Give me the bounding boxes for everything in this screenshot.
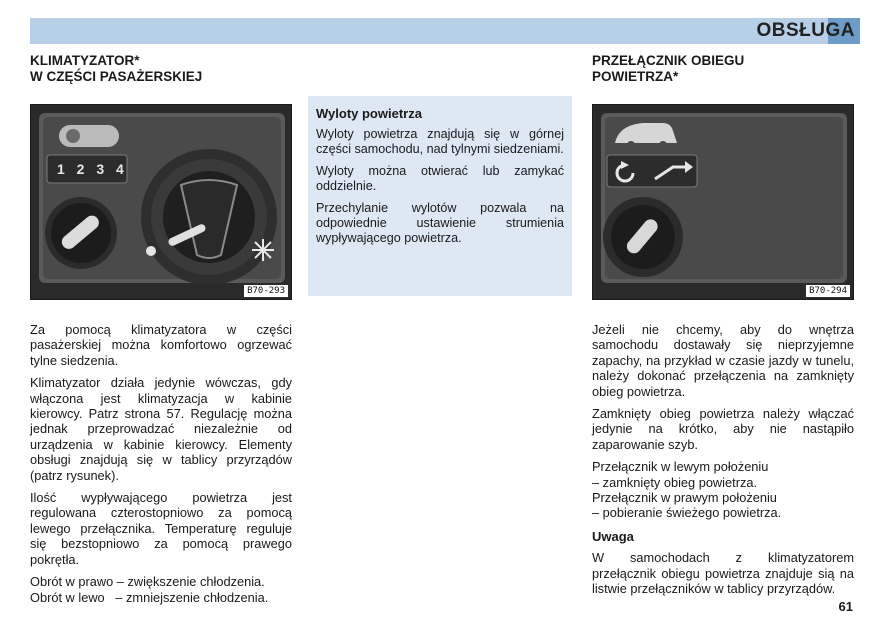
- climate-control-photo: [30, 104, 292, 300]
- air-vents-paragraph-3: Przechylanie wylotów pozwala na odpowiednie ustawienie strumienia wypływającego powietrza.: [316, 201, 564, 245]
- recirculation-switch-photo: [592, 104, 854, 300]
- left-body: [30, 322, 292, 605]
- right-heading: [592, 53, 744, 85]
- snowflake-icon: [252, 239, 274, 261]
- left-heading-line2: W CZĘŚCI PASAŻERSKIEJ: [30, 69, 203, 84]
- left-heading-line1: KLIMATYZATOR*: [30, 53, 140, 68]
- right-paragraph-1: Jeżeli nie chcemy, aby do wnętrza samochodu dostawały się nieprzyjemne zapachy, na przykład w czasie jazdy w tunelu, należy dokonać przełączenia na zamknięty obieg powietrza.: [592, 322, 854, 399]
- right-line-4: – pobieranie świeżego powietrza.: [592, 505, 782, 521]
- right-heading-line2: POWIETRZA*: [592, 69, 679, 84]
- left-line-1: Obrót w prawo – zwiększenie chłodzenia.: [30, 574, 265, 590]
- right-line-2: – zamknięty obieg powietrza.: [592, 474, 758, 490]
- cold-indicator-dot: [146, 246, 156, 256]
- page-number: 61: [838, 599, 853, 614]
- fan-icon: [59, 125, 119, 147]
- right-body: [592, 322, 854, 604]
- right-heading-line1: PRZEŁĄCZNIK OBIEGU: [592, 53, 745, 68]
- note-heading: Uwaga: [592, 528, 634, 544]
- image-code: B70-294: [806, 285, 850, 297]
- left-paragraph-2: Klimatyzator działa jedynie wówczas, gdy włączona jest klimatyzacja w kabinie kierowcy. Patrz strona 57. Regulację można jednak przeprowadzać niezależnie od urządzenia w kabinie kierowcy. Elementy obsługi znajdują się w tablicy przyrządów (patrz rysunek).: [30, 375, 292, 483]
- right-line-1: Przełącznik w lewym położeniu: [592, 459, 769, 475]
- left-line-2: Obrót w lewo – zmniejszenie chłodzenia.: [30, 589, 269, 605]
- left-paragraph-3: Ilość wypływającego powietrza jest regulowana czterostopniowo za pomocą lewego przełącznika. Temperaturę reguluje się bezstopniowo za pomocą prawego pokrętła.: [30, 490, 292, 567]
- air-vents-heading: Wyloty powietrza: [316, 106, 422, 121]
- section-title: OBSŁUGA: [756, 20, 855, 41]
- note-text: W samochodach z klimatyzatorem przełącznik obiegu powietrza znajduje sią na listwie przełączników w tablicy przyrządów.: [592, 550, 854, 597]
- air-vents-box: [308, 96, 572, 296]
- left-heading: [30, 53, 202, 85]
- air-vents-paragraph-1: Wyloty powietrza znajdują się w górnej części samochodu, nad tylnymi siedzeniami.: [316, 127, 564, 156]
- recirculation-illustration: [593, 105, 854, 300]
- image-code: B70-293: [244, 285, 288, 297]
- temperature-knob[interactable]: [141, 149, 277, 285]
- right-line-3: Przełącznik w prawym położeniu: [592, 490, 777, 506]
- recirculation-knob[interactable]: [603, 197, 683, 277]
- fan-speed-knob[interactable]: [45, 197, 117, 269]
- right-paragraph-2: Zamknięty obieg powietrza należy włączać jedynie na krótko, aby nie nastąpiło zaparowanie szyb.: [592, 406, 854, 452]
- left-paragraph-1: Za pomocą klimatyzatora w części pasażerskiej można komfortowo ogrzewać tylne siedzenia.: [30, 322, 292, 368]
- climate-control-illustration: [31, 105, 292, 300]
- fan-speed-labels: 1 2 3 4: [57, 161, 128, 177]
- header-bar: [30, 18, 860, 44]
- air-vents-paragraph-2: Wyloty można otwierać lub zamykać oddzielnie.: [316, 164, 564, 193]
